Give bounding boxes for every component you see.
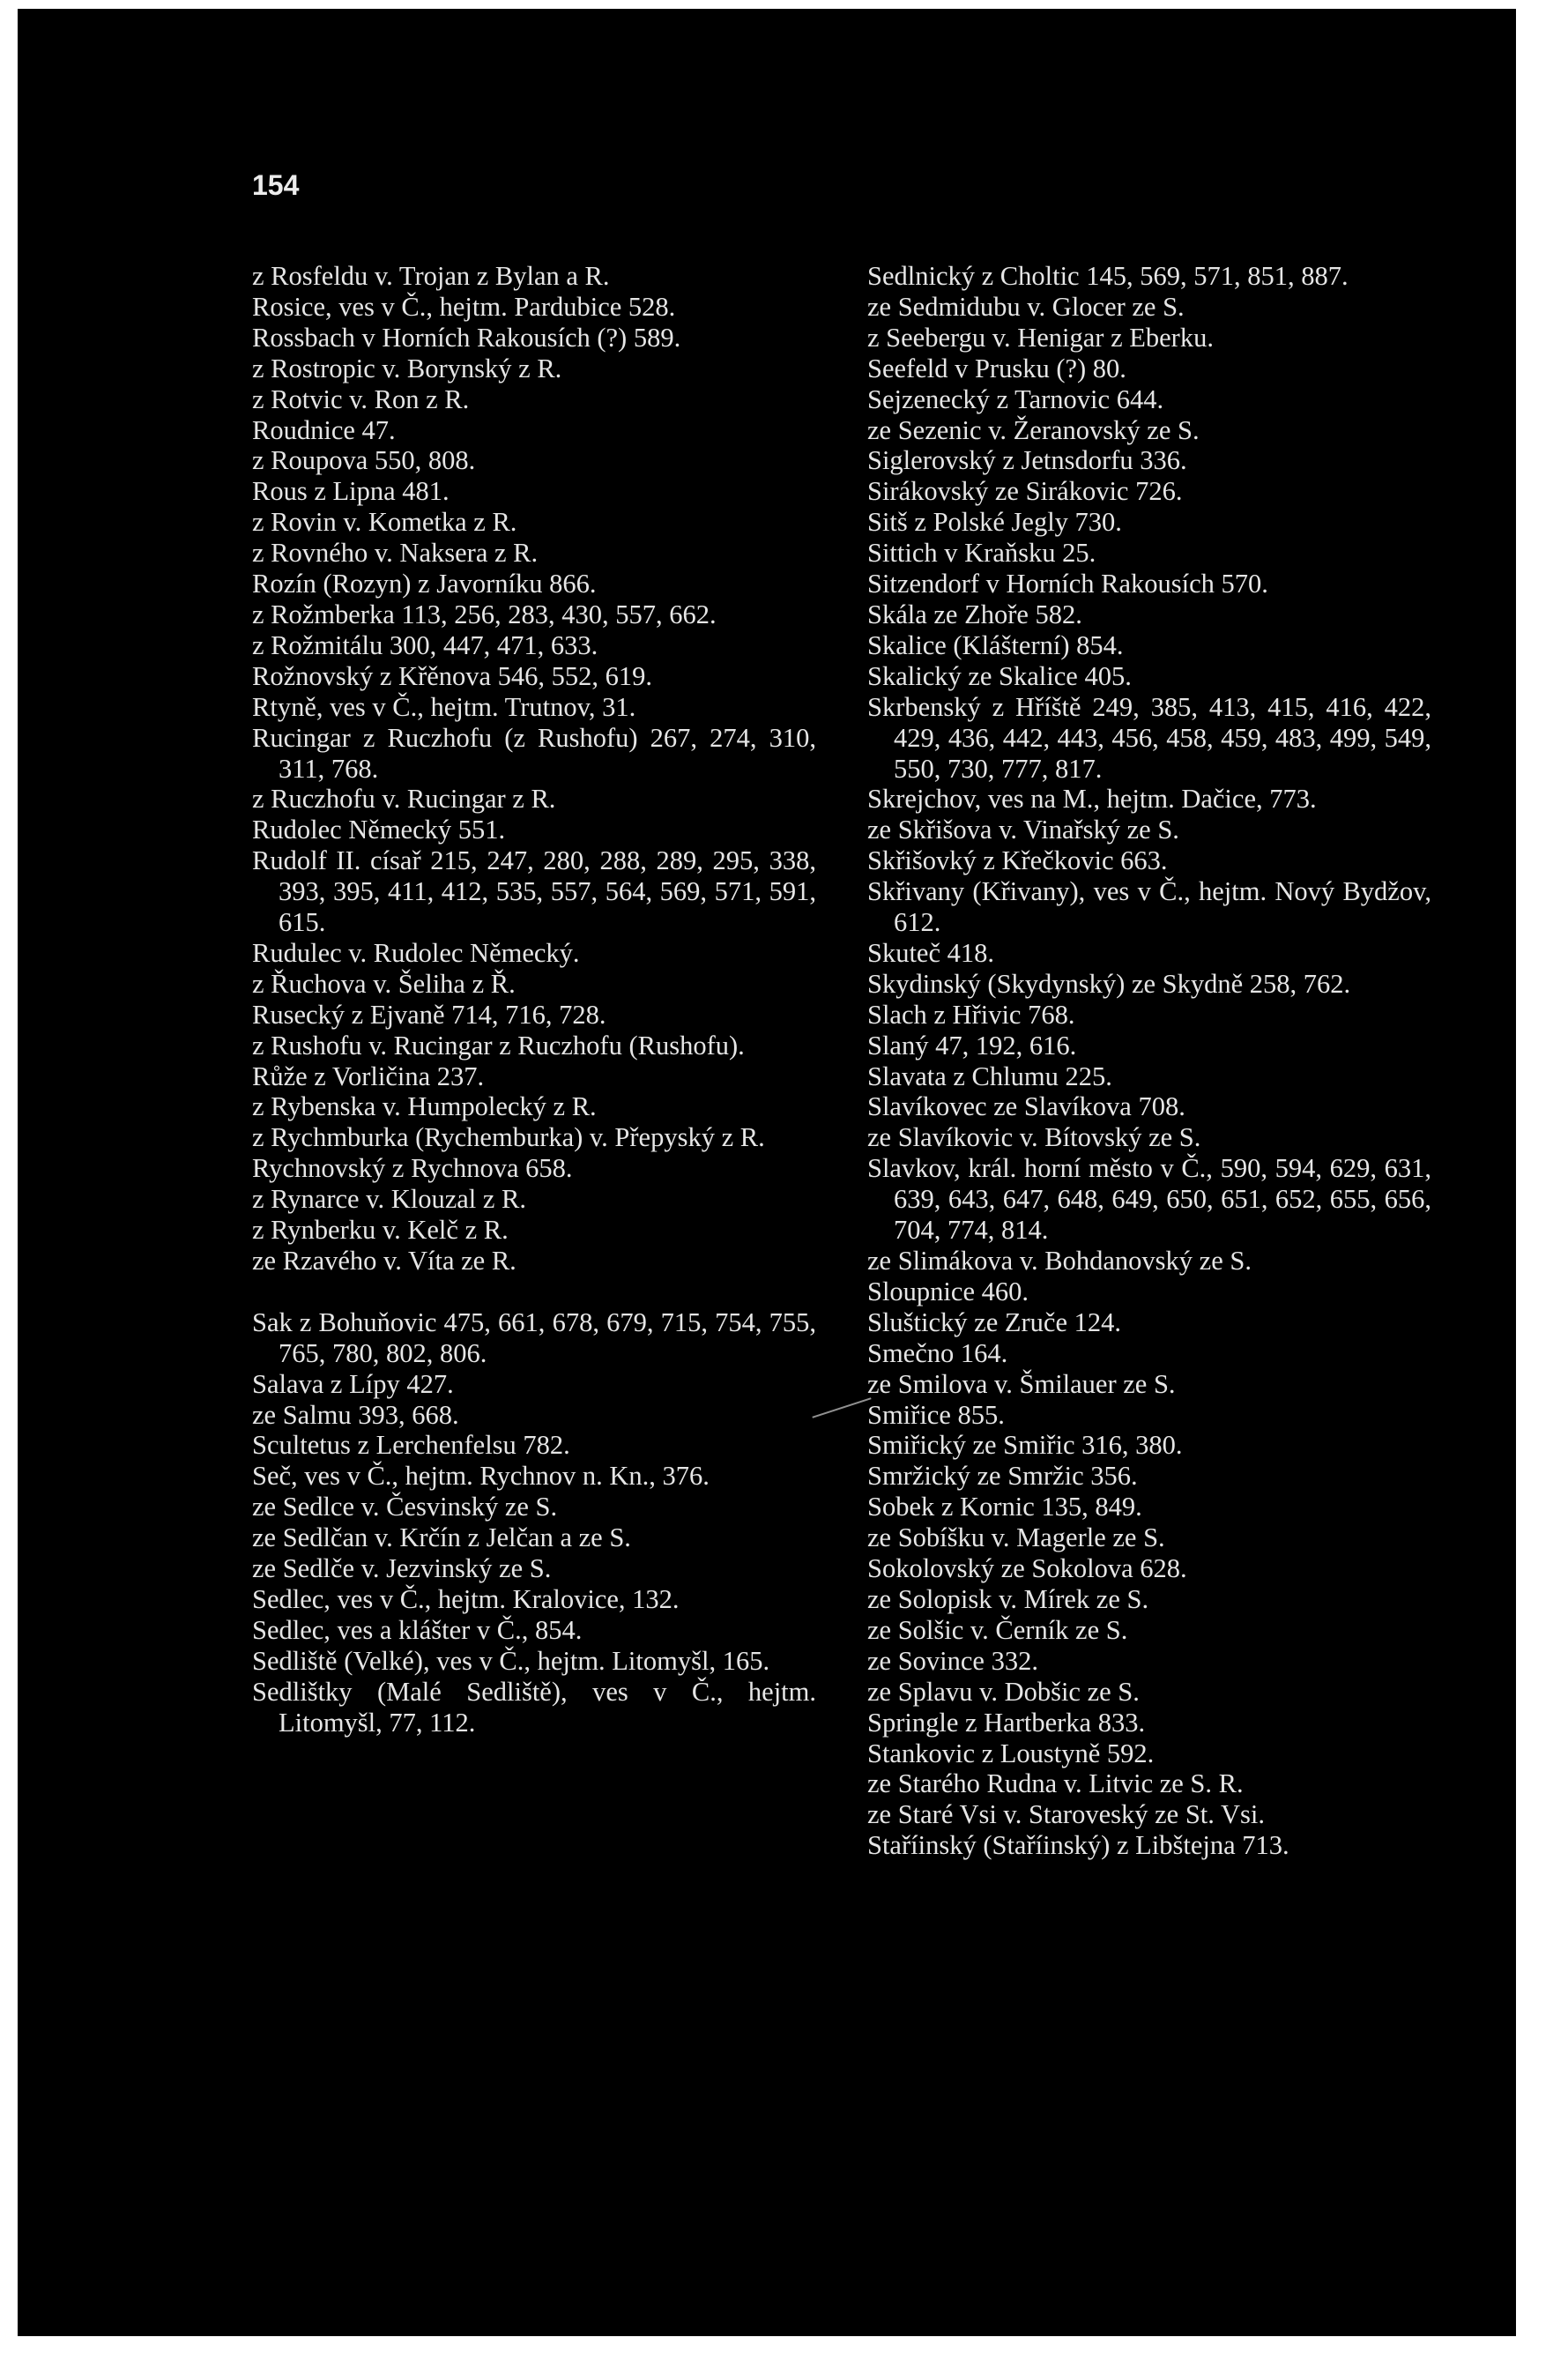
index-entry: Skřišovký z Křečkovic 663.	[867, 845, 1168, 876]
index-entry: Sokolovský ze Sokolova 628.	[867, 1553, 1187, 1584]
index-entry: ze Starého Rudna v. Litvic ze S. R.	[867, 1768, 1244, 1799]
index-entry: z Rotvic v. Ron z R.	[252, 383, 470, 414]
index-entry: Skrejchov, ves na M., hejtm. Dačice, 773.	[867, 784, 1317, 815]
index-entry: Růže z Vorličina 237.	[252, 1061, 485, 1091]
index-entry: ze Sobíšku v. Magerle ze S.	[867, 1522, 1165, 1553]
index-entry: Sejzenecký z Tarnovic 644.	[867, 383, 1164, 414]
index-entry: Sittich v Kraňsku 25.	[867, 538, 1096, 569]
index-entry: z Rynarce v. Klouzal z R.	[252, 1184, 527, 1215]
index-column-right	[867, 261, 1431, 1861]
index-entry: ze Staré Vsi v. Staroveský ze St. Vsi.	[867, 1799, 1265, 1830]
index-entry: z Rožmitálu 300, 447, 471, 633.	[252, 629, 598, 660]
index-entry: Rucingar z Ruczhofu (z Rushofu) 267, 274, 310, 311, 768.	[252, 722, 816, 784]
index-entry: Scultetus z Lerchenfelsu 782.	[252, 1430, 570, 1461]
index-entry: Skrbenský z Hříště 249, 385, 413, 415, 416, 422, 429, 436, 442, 443, 456, 458, 459, 483, 499, 549, 550, 730, 777, 817.	[867, 691, 1431, 784]
index-entry: z Řuchova v. Šeliha z Ř.	[252, 968, 516, 999]
index-entry: Siglerovský z Jetnsdorfu 336.	[867, 445, 1187, 476]
index-entry: z Rybenska v. Humpolecký z R.	[252, 1091, 597, 1122]
index-entry: Sedlec, ves a klášter v Č., 854.	[252, 1614, 583, 1645]
index-entry: ze Slavíkovic v. Bítovský ze S.	[867, 1122, 1201, 1153]
index-entry: Rudolec Německý 551.	[252, 815, 506, 845]
index-entry: Sitš z Polské Jegly 730.	[867, 507, 1122, 538]
index-entry: z Ruczhofu v. Rucingar z R.	[252, 784, 556, 815]
index-entry: Sedlištky (Malé Sedliště), ves v Č., hejtm. Litomyšl, 77, 112.	[252, 1676, 816, 1738]
section-gap	[252, 1277, 816, 1307]
index-entry: Sedlec, ves v Č., hejtm. Kralovice, 132.	[252, 1583, 680, 1614]
index-entry: Sirákovský ze Sirákovic 726.	[867, 476, 1183, 507]
index-entry: z Rynberku v. Kelč z R.	[252, 1215, 509, 1246]
index-entry: Sobek z Kornic 135, 849.	[867, 1492, 1142, 1522]
index-entry: z Rushofu v. Rucingar z Ruczhofu (Rushofu).	[252, 1030, 745, 1061]
index-entry: ze Sezenic v. Žeranovský ze S.	[867, 414, 1200, 445]
index-entry: Skalický ze Skalice 405.	[867, 660, 1132, 691]
index-entry: Sloupnice 460.	[867, 1276, 1029, 1306]
index-entry: Rosice, ves v Č., hejtm. Pardubice 528.	[252, 291, 676, 322]
index-entry: ze Sedlce v. Česvinský ze S.	[252, 1492, 558, 1522]
index-entry: ze Skřišova v. Vinařský ze S.	[867, 815, 1179, 845]
index-entry: Rous z Lipna 481.	[252, 476, 450, 507]
index-entry: z Rostropic v. Borynský z R.	[252, 353, 562, 383]
page-number: 154	[252, 169, 300, 201]
index-entry: z Seebergu v. Henigar z Eberku.	[867, 322, 1214, 353]
index-entry: Sak z Bohuňovic 475, 661, 678, 679, 715, 754, 755, 765, 780, 802, 806.	[252, 1306, 816, 1368]
index-entry: Salava z Lípy 427.	[252, 1368, 454, 1399]
index-entry: Skuteč 418.	[867, 937, 995, 968]
index-entry: ze Slimákova v. Bohdanovský ze S.	[867, 1246, 1252, 1276]
index-entry: ze Solšic v. Černík ze S.	[867, 1614, 1128, 1645]
index-entry: z Rovin v. Kometka z R.	[252, 507, 517, 538]
index-entry: Smiřický ze Smiřic 316, 380.	[867, 1430, 1183, 1461]
index-entry: Slavata z Chlumu 225.	[867, 1061, 1112, 1091]
index-entry: Smržický ze Smržic 356.	[867, 1461, 1138, 1492]
index-entry: Roudnice 47.	[252, 414, 396, 445]
index-entry: ze Splavu v. Dobšic ze S.	[867, 1676, 1140, 1707]
index-entry: Slavíkovec ze Slavíkova 708.	[867, 1091, 1185, 1122]
index-entry: z Roupova 550, 808.	[252, 445, 476, 476]
index-entry: Staříinský (Staříinský) z Libštejna 713.	[867, 1830, 1289, 1861]
index-entry: Smečno 164.	[867, 1337, 1008, 1368]
index-entry: z Rosfeldu v. Trojan z Bylan a R.	[252, 261, 610, 291]
index-entry: Skalice (Klášterní) 854.	[867, 629, 1124, 660]
index-entry: Stankovic z Loustyně 592.	[867, 1738, 1155, 1768]
index-entry: ze Sedlčan v. Krčín z Jelčan a ze S.	[252, 1522, 631, 1553]
index-entry: Skřivany (Křivany), ves v Č., hejtm. Nový Bydžov, 612.	[867, 876, 1431, 938]
index-entry: ze Sedmidubu v. Glocer ze S.	[867, 291, 1185, 322]
index-entry: ze Sovince 332.	[867, 1645, 1038, 1676]
index-entry: Slavkov, král. horní město v Č., 590, 594, 629, 631, 639, 643, 647, 648, 649, 650, 651, 652, 655, 656, 704, 774, 814.	[867, 1153, 1431, 1246]
index-entry: Springle z Hartberka 833.	[867, 1707, 1146, 1738]
index-entry: ze Smilova v. Šmilauer ze S.	[867, 1368, 1176, 1399]
index-entry: Sitzendorf v Horních Rakousích 570.	[867, 569, 1268, 599]
index-entry: Sedlnický z Choltic 145, 569, 571, 851, 887.	[867, 261, 1349, 291]
index-entry: Seč, ves v Č., hejtm. Rychnov n. Kn., 376.	[252, 1461, 710, 1492]
index-entry: Seefeld v Prusku (?) 80.	[867, 353, 1126, 383]
index-entry: Rusecký z Ejvaně 714, 716, 728.	[252, 999, 606, 1030]
index-entry: Rozín (Rozyn) z Javorníku 866.	[252, 569, 597, 599]
index-entry: Sedliště (Velké), ves v Č., hejtm. Litomyšl, 165.	[252, 1645, 770, 1676]
index-entry: Rossbach v Horních Rakousích (?) 589.	[252, 322, 681, 353]
index-entry: Rožnovský z Křěnova 546, 552, 619.	[252, 660, 653, 691]
index-entry: Skála ze Zhoře 582.	[867, 599, 1082, 629]
index-entry: ze Rzavého v. Víta ze R.	[252, 1246, 516, 1276]
index-entry: z Rovného v. Naksera z R.	[252, 538, 539, 569]
index-entry: z Rychmburka (Rychemburka) v. Přepyský z R.	[252, 1122, 765, 1153]
index-entry: ze Sedlče v. Jezvinský ze S.	[252, 1553, 552, 1584]
index-entry: Rtyně, ves v Č., hejtm. Trutnov, 31.	[252, 691, 636, 722]
index-entry: Slaný 47, 192, 616.	[867, 1030, 1077, 1061]
index-entry: Rudulec v. Rudolec Německý.	[252, 937, 580, 968]
index-entry: Slach z Hřivic 768.	[867, 999, 1075, 1030]
index-entry: Smiřice 855.	[867, 1399, 1005, 1430]
index-entry: Sluštický ze Zruče 124.	[867, 1306, 1121, 1337]
index-entry: z Rožmberka 113, 256, 283, 430, 557, 662.	[252, 599, 717, 629]
index-entry: ze Salmu 393, 668.	[252, 1399, 459, 1430]
index-column-left	[252, 261, 816, 1738]
index-entry: Rudolf II. císař 215, 247, 280, 288, 289, 295, 338, 393, 395, 411, 412, 535, 557, 564, 569, 571, 591, 615.	[252, 845, 816, 938]
index-entry: Rychnovský z Rychnova 658.	[252, 1153, 573, 1184]
index-entry: Skydinský (Skydynský) ze Skydně 258, 762.	[867, 968, 1351, 999]
index-entry: ze Solopisk v. Mírek ze S.	[867, 1583, 1149, 1614]
